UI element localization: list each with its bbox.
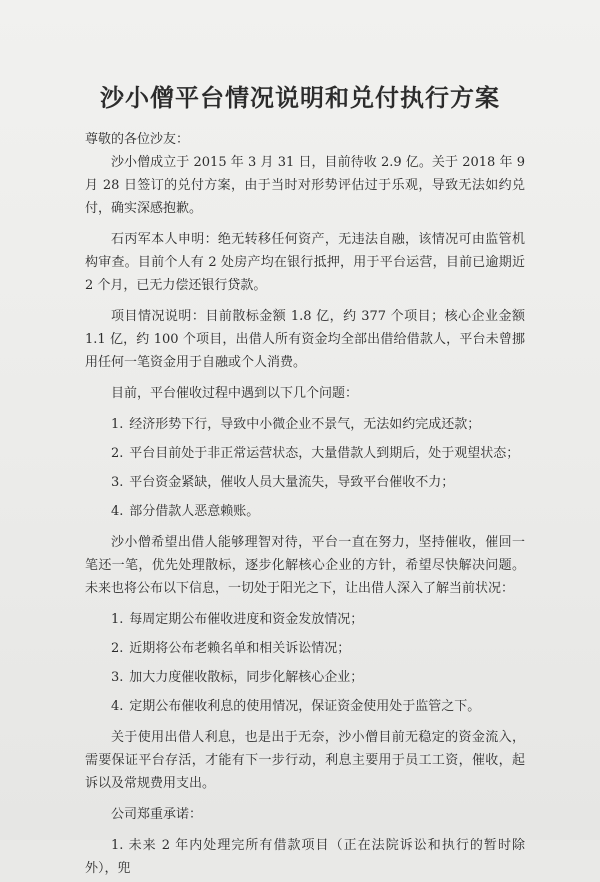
list-item — [85, 695, 525, 718]
paragraph-background: 沙小僧成立于 2015 年 3 月 31 日，目前待收 2.9 亿。关于 2018 年 9 月 28 日签订的兑付方案，由于当时对形势评估过于乐观，导致无法如约兑付，确实深感抱歉。 — [85, 155, 525, 216]
list-item — [85, 608, 525, 631]
list-number: 1. — [111, 417, 124, 432]
problems-intro: 目前，平台催收过程中遇到以下几个问题： — [111, 386, 359, 401]
list-number: 3. — [111, 475, 124, 490]
list-text: 每周定期公布催收进度和资金发放情况； — [129, 612, 364, 627]
list-number: 4. — [111, 699, 124, 714]
list-text: 平台资金紧缺，催收人员大量流失，导致平台催收不力； — [129, 475, 455, 490]
list-text: 加大力度催收散标，同步化解核心企业； — [129, 670, 364, 685]
paragraph-plan: 沙小僧希望出借人能够理智对待，平台一直在努力，坚持催收，催回一笔还一笔，优先处理散标，逐步化解核心企业的方针，希望尽快解决问题。未来也将公布以下信息，一切处于阳光之下，让出借人深入了解当前状况： — [85, 535, 525, 596]
list-item — [85, 413, 525, 436]
paragraph-project-status: 项目情况说明：目前散标金额 1.8 亿，约 377 个项目；核心企业金额 1.1 亿，约 100 个项目，出借人所有资金均全部出借给借款人，平台未曾挪用任何一笔资金用于自融或个人消费。 — [85, 309, 525, 370]
list-text: 近期将公布老赖名单和相关诉讼情况； — [129, 641, 351, 656]
paragraph-interest-usage: 关于使用出借人利息，也是出于无奈，沙小僧目前无稳定的资金流入，需要保证平台存活，才能有下一步行动，利息主要用于员工工资，催收，起诉以及常规费用支出。 — [85, 730, 525, 791]
document-title: 沙小僧平台情况说明和兑付执行方案 — [100, 83, 500, 112]
list-item — [85, 500, 525, 523]
greeting: 尊敬的各位沙友： — [85, 132, 190, 147]
plans-list — [85, 608, 525, 718]
list-text: 定期公布催收利息的使用情况，保证资金使用处于监管之下。 — [129, 699, 481, 714]
problems-list — [85, 413, 525, 523]
list-number: 1. — [111, 612, 124, 627]
commitment-item: 1. 未来 2 年内处理完所有借款项目（正在法院诉讼和执行的暂时除外），兜 — [85, 838, 525, 876]
list-number: 3. — [111, 670, 124, 685]
list-item — [85, 471, 525, 494]
list-text: 部分借款人恶意赖账。 — [129, 504, 260, 519]
list-number: 2. — [111, 641, 124, 656]
list-item — [85, 637, 525, 660]
list-text: 平台目前处于非正常运营状态，大量借款人到期后，处于观望状态； — [129, 446, 520, 461]
list-text: 经济形势下行，导致中小微企业不景气，无法如约完成还款； — [129, 417, 481, 432]
list-item — [85, 666, 525, 689]
document-body — [85, 128, 525, 882]
list-number: 2. — [111, 446, 124, 461]
paragraph-declaration: 石丙军本人申明：绝无转移任何资产，无违法自融，该情况可由监管机构审查。目前个人有 2 处房产均在银行抵押，用于平台运营，目前已逾期近 2 个月，已无力偿还银行贷款。 — [85, 232, 525, 293]
list-item — [85, 442, 525, 465]
commitment-intro: 公司郑重承诺： — [111, 807, 203, 822]
list-number: 4. — [111, 504, 124, 519]
